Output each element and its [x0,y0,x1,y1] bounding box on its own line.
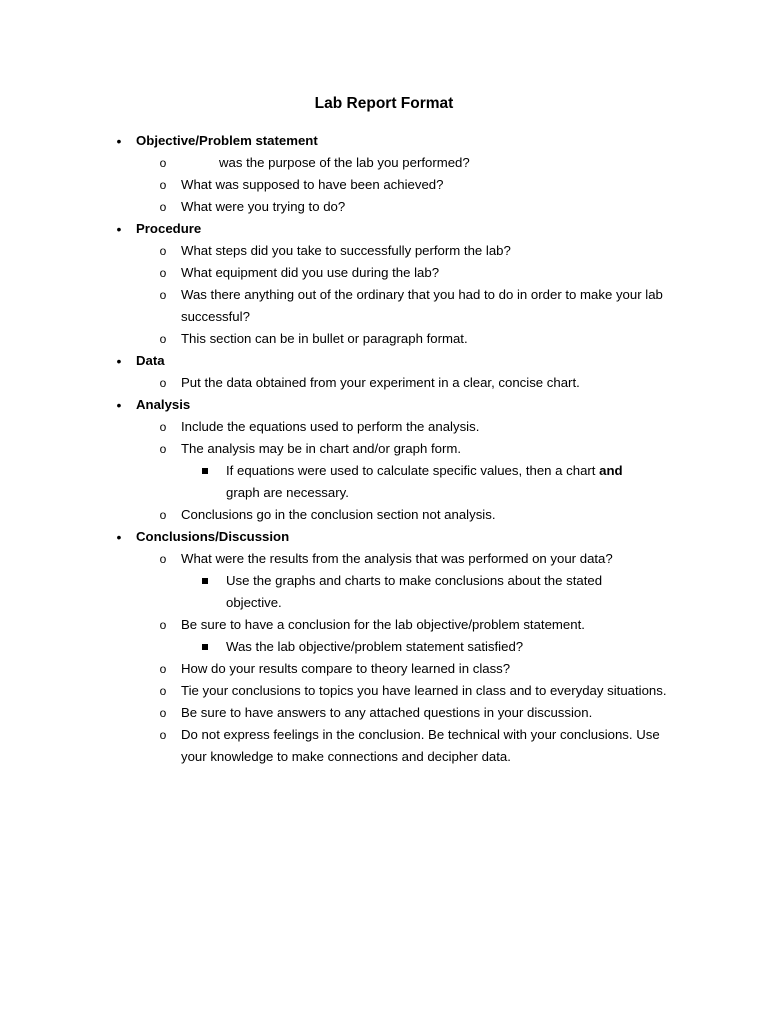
list-item [0,438,768,504]
list-item [0,328,768,350]
list-item [0,284,768,328]
list-item [0,196,768,218]
circle-bullet-icon: o [159,244,167,258]
list-item [0,262,768,284]
list-item [0,702,768,724]
list-item [0,614,768,658]
circle-bullet-icon: o [159,442,167,456]
bullet-icon: • [116,397,122,413]
item-text: Be sure to have answers to any attached questions in your discussion. [181,705,593,720]
item-text: The analysis may be in chart and/or graph form. [181,441,462,456]
section-heading: Objective/Problem statement [136,133,318,148]
item-text: What were the results from the analysis that was performed on your data? [181,551,613,566]
section-objective [0,130,768,218]
item-text: What were you trying to do? [181,199,346,214]
section-analysis [0,394,768,526]
item-text: Conclusions go in the conclusion section not analysis. [181,507,496,522]
item-text: Include the equations used to perform the analysis. [181,419,480,434]
section-items [136,372,768,394]
section-heading: Conclusions/Discussion [136,529,290,544]
square-bullet-icon [202,468,208,474]
section-heading: Procedure [136,221,202,236]
circle-bullet-icon: o [159,508,167,522]
circle-bullet-icon: o [159,420,167,434]
list-item [0,152,768,174]
list-item [0,416,768,438]
list-item [0,240,768,262]
item-text: Do not express feelings in the conclusion. Be technical with your conclusions. Use your knowledge to make connections and decipher data. [181,727,660,764]
bullet-icon: • [116,353,122,369]
section-procedure [0,218,768,350]
outline-list [0,130,768,768]
circle-bullet-icon: o [159,156,167,170]
section-items [136,240,768,350]
circle-bullet-icon: o [159,200,167,214]
item-text: This section can be in bullet or paragraph format. [181,331,468,346]
section-items [136,152,768,218]
item-text: What equipment did you use during the lab? [181,265,440,280]
item-text: Be sure to have a conclusion for the lab objective/problem statement. [181,617,585,632]
section-heading: Data [136,353,165,368]
section-items [136,548,768,768]
bullet-icon: • [116,221,122,237]
circle-bullet-icon: o [159,552,167,566]
section-heading: Analysis [136,397,191,412]
section-items [136,416,768,526]
sub-list-item [0,636,768,658]
item-text: Put the data obtained from your experiment in a clear, concise chart. [181,375,580,390]
list-item [0,174,768,196]
circle-bullet-icon: o [159,706,167,720]
circle-bullet-icon: o [159,266,167,280]
sub-item-text: Use the graphs and charts to make conclusions about the stated objective. [226,573,603,610]
sub-item-text-before: If equations were used to calculate specific values, then a chart [226,463,600,478]
circle-bullet-icon: o [159,332,167,346]
list-item [0,658,768,680]
circle-bullet-icon: o [159,662,167,676]
circle-bullet-icon: o [159,684,167,698]
sub-items [0,460,768,504]
circle-bullet-icon: o [159,618,167,632]
item-text: What steps did you take to successfully perform the lab? [181,243,511,258]
circle-bullet-icon: o [159,178,167,192]
item-text: Tie your conclusions to topics you have learned in class and to everyday situations. [181,683,667,698]
sub-list-item [0,570,768,614]
circle-bullet-icon: o [159,288,167,302]
circle-bullet-icon: o [159,728,167,742]
list-item [0,372,768,394]
square-bullet-icon [202,578,208,584]
sub-item-bold-word: and [599,463,623,478]
sub-items [0,636,768,658]
list-item [0,680,768,702]
list-item [0,724,768,768]
circle-bullet-icon: o [159,376,167,390]
item-text: Was there anything out of the ordinary that you had to do in order to make your lab successful? [181,287,663,324]
sub-items [0,570,768,614]
item-text: How do your results compare to theory learned in class? [181,661,511,676]
item-text: was the purpose of the lab you performed? [219,155,470,170]
sub-item-text: Was the lab objective/problem statement satisfied? [226,639,524,654]
list-item [0,548,768,614]
bullet-icon: • [116,133,122,149]
section-conclusions [0,526,768,768]
sub-item-text-after: graph are necessary. [226,485,349,500]
list-item [0,504,768,526]
section-data [0,350,768,394]
bullet-icon: • [116,529,122,545]
square-bullet-icon [202,644,208,650]
document-title: Lab Report Format [314,95,454,112]
item-text: What was supposed to have been achieved? [181,177,444,192]
sub-list-item [0,460,768,504]
